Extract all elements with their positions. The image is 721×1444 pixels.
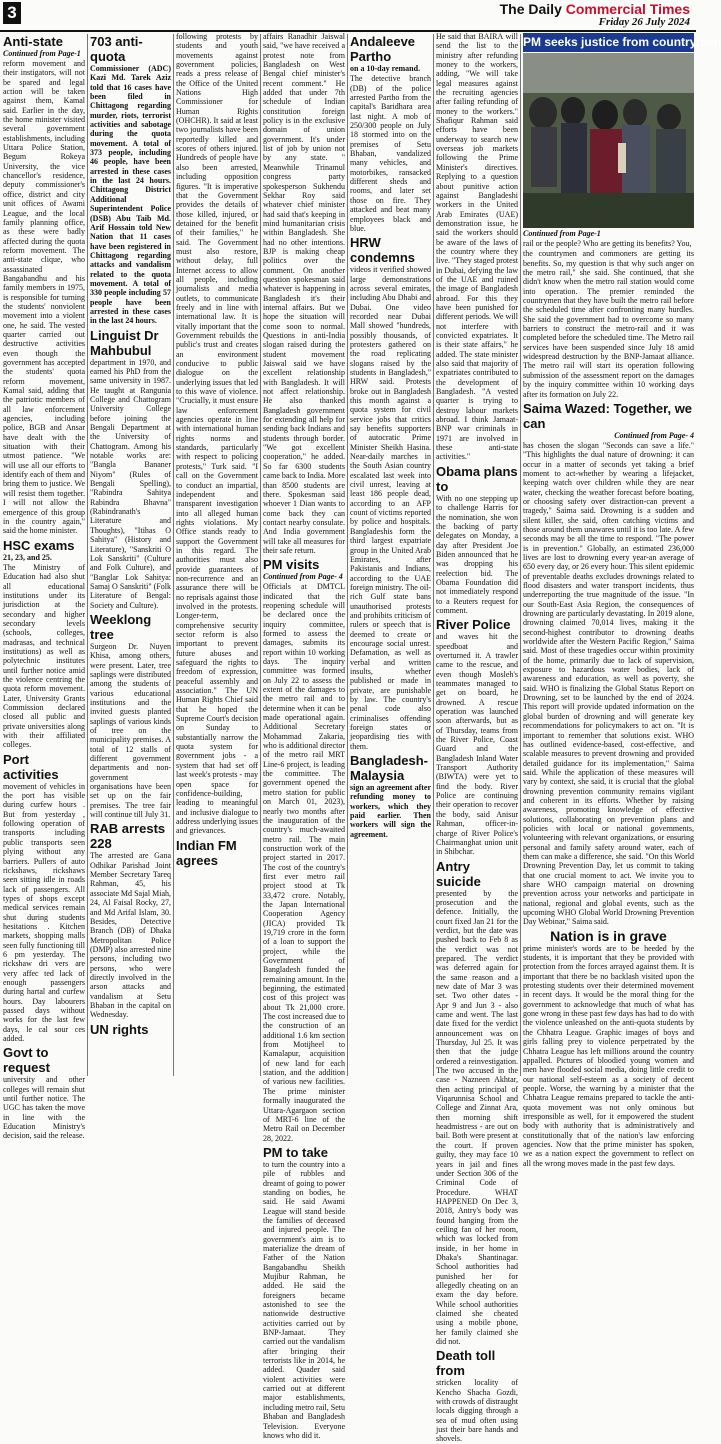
column-rule <box>260 34 261 1076</box>
headline-antry: Antry suicide <box>436 858 481 889</box>
article-body-andaleeve: The detective branch (DB) of the police arrested Partho from the capital's Baridhara area last night. A mob of 250/300 people on July 18 stormed into on the premises of Setu Bhaban, vandalized many vehicles, and motorbikes, ransacked different sheds and rooms, and later set those on fire. They attacked and beat many employees black and blue. <box>350 74 431 233</box>
headline-indian-fm: Indian FM agrees <box>176 837 237 868</box>
headline-saima: Saima Wazed: Together, we can <box>523 400 693 431</box>
article-body-antry: presented by the prosecution and the defence. Initially, the court fixed Jan 21 for the verdict, but the date was pushed back to Feb 8 as the verdict was not prepared. The verdict was deferred again for the same reason and a new date of Mar 3 was set. Two other dates - Apr 9 and Jun 3 - also came and went. The last date fixed for the verdict announcement was on Thursday, Jul 25. It was then that the judge ordered a reinvestigation. The two accused in the case - Nazneen Akhtar, then acting principal of Viqarunnisa School and College and Zinnat Ara, then morning shift headmistress - are out on bail. Both were present at the court. If proven guilty, they may face 10 years in jail and fines under Section 306 of the Criminal Code of Procedure. WHAT HAPPENED On Dec 3, 2018, Antry's body was found hanging from the ceiling fan of her room, which was locked from inside, in her home in Dhaka's Shantinagar. School authorities had punished her for allegedly cheating on an exam the day before. While school authorities claimed she cheated using a mobile phone, her family claimed she did not. <box>436 888 518 1347</box>
masthead <box>0 0 696 32</box>
article-body-pm-visits: Officials at DMTCL indicated that the reopening schedule will be declared once the inquiry committee, formed to assess the damages, submits its report within 10 working days. The inquiry committee was formed on July 22 to assess the extent of the damages to the metro rail and to determine when it can be made operational again. Additional Secretary Mohammad Zakaria, who is additional director of the metro rail MRT Line-6 project, is leading the committee. The government opened the metro station for public on March 01, 2023), nearly two months after the inauguration of the country's much-awaited metro rail. The main construction work of the project started in 2017. The cost of the country's first ever metro rail project stood at Tk 33,472 crore. Notably, the Japan International Cooperation Agency (JICA) provided Tk 19,719 crore in the form of a loan to support the project, while the Government of Bangladesh funded the remaining amount. In the beginning, the estimated cost of this project was about Tk 21,000 crore. The cost increased due to the construction of an additional 1.6 km section from Motijheel to Kamalapur, acquisition of new land for each station, and the addition of various new facilities. The prime minister formally inaugurated the Uttara-Agargaon section of MRT-6 line of the Metro Rail on December 28, 2022. <box>263 582 345 1143</box>
news-photo <box>523 53 694 228</box>
column-3 <box>176 32 258 1078</box>
continued-line: Continued from Page- 4 <box>263 572 343 582</box>
article-body-linguist: department in 1970, and earned his PhD from the same university in 1987. He taught at Rangunia College and Chattogram University College before joining the Bengali Department at the University of Chattogram. Among his notable works are: "Bangla Bananer Niyom" (Rules of Bengali Spelling), "Rabindra Sahitya Rabindra Bhavna" (Rabindranath's Literature and Thoughts), "Itihas O Sahitya" (History and Literature), "Sanskriti O Lok Sanskriti" (Culture and Folk Culture), and "Banglar Lok Sahitya: Samaj O Sanskriti" (Folk Literature of Bengal: Society and Culture). <box>90 357 171 610</box>
column-rule <box>433 34 434 1076</box>
continued-line: Continued from Page-1 <box>523 229 601 238</box>
column-right <box>523 229 694 1168</box>
column-4 <box>263 32 345 1440</box>
article-body-obama: With no one stepping up to challenge Harris for the nomination, she won the backing of party delegates on Monday, a day after President Joe Biden announced that he was dropping his reelection bid. The Obama Foundation did not immediately respond to a Reuters request for comment. <box>436 493 518 615</box>
headline-govt-request: Govt to request <box>3 1045 50 1076</box>
article-body-river: and waves hit the speedboat and overturned it. A trawler came to the rescue, and even though Mosleh's teammates managed to get on board, he drowned. A rescue operation was launched soon afterwards, but as of Thursday, teams from the River Police, Coast Guard and the Bangladesh Inland Water Transport Authority (BIWTA) were yet to find the body. River Police are continuing their operation to recover the body, said Anisur Rahman, officer-in-charge of River Police's Chairmanghat union unit in Shibchar. <box>436 632 518 857</box>
headline-bd-malaysia: Bangladesh-Malaysia <box>350 753 429 784</box>
headline-nation-grave: Nation is in grave <box>550 927 667 944</box>
subhead-andaleeve: on a 10-day remand. <box>350 64 421 73</box>
headline-rab: RAB arrests 228 <box>90 821 166 852</box>
article-body-pm-to-take: to turn the country into a pile of rubbles and dreamt of going to power standing on bodies, he said. He said Awami League will stand beside the families of deceased and injured people. The government's aim is to materialize the dream of Father of the Nation Bangabandhu Sheikh Mujibur Rahman, he added. He said the foreigners became astonished to see the nationwide destructive activities carried out by BNP-Jamaat. They carried out the vandalism after bringing their terrorists like in 2014, he added. Quader said violent activities were carried out at different major establishments, including metro rail, Setu Bhaban and Bangladesh Television. Everyone knows who did it. <box>263 1159 345 1440</box>
headline-anti-state: Anti-state <box>3 34 63 49</box>
column-rule <box>87 34 88 1076</box>
article-body-indian-fm: affairs Ranadhir Jaiswal said, "we have received a protest note from Bangladesh on West Bengal chief minister's recent comment." He added that under 7th schedule of Indian constitution foreign policy is in the exclusive domain of union government. It's under list of job by union not by any state. " Meanwhile Trinamul congress party spokesperson Sukhendu Sekhar Roy said whatever chief minister had said that's keeping in mind humanitarian crisis within Bangladesh. She had no other intentions. BJP is making cheap politics over the comment. On another question spokesman said whatever is happening in Bangladesh it's their internal affairs. But we hope the situation will come soon to normal. Questions in anti-India slogan raised during the student movement Jaiswal said we have excellent relationship with Bangladesh. It will not affect relationship. He also thanked Bangladesh government for extending all help for sending back Indians and students through border. "We got excellent cooperation," he added. So far 6300 students came back to India. More than 8500 students are there. Spokesman said whoever 1 Dian wants to come back they can contact nearby consulate. And India government will take all measures for their safe return. <box>263 32 345 555</box>
article-body-saima: has chosen the slogan "Seconds can save a life." "This highlights the dual nature of drowning: it can occur in a matter of seconds yet taking a brief moment to act-whether by wearing a lifejacket, keeping watch over children while they are near water, checking the weather forecast before boating, or choosing safety over distraction-can prevent a tragedy," Saima said. Drowning is a sudden and silent killer, she said, often catching victims and those around them unawares until it is too late. A few seconds may be all the time to respond. "The power is in prevention." Globally, an estimated 236,000 lives are lost to drowning every year-an average of 650 every day, or 26 every hour. This silent epidemic of preventable deaths excludes drownings related to flood disasters and water transport incidents, thus underreporting the true magnitude of the issue. "In our South-East Asia Region, the consequences of drowning are particularly devastating. In 2019 alone, drowning claimed 70,014 lives, making it the second-highest contributor to drowning deaths worldwide after the Western Pacific Region," Saima said. Most of these tragedies occur within proximity of the home, primarily due to lack of supervision, exposure to hazardous water bodies, lack of awareness and education, as well as poverty, she said. WHO is finalizing the Global Status Report on Drowning, set to be launched by the end of 2024. This report will provide updated information on the global burden of drowning and will generate key recommendations for policymakers to act on. "It is important to remember that solutions exist. WHO has outlined evidence-based, cost-effective, and scalable measures to prevent drowning and provided detailed guidance for its implementation," Saima said. While the application of these measures will vary by context, she said, it is crucial that the global drowning prevention community remains vigilant and coherent in its efforts. Whether by raising awareness, promoting knowledge of effective solutions, collaborating on prevention plans and policies with local or national governments, volunteering with relevant organizations, or ensuring personal and family safety around water, each of them can make a difference, she said. "On this World Drowning Prevention Day, let us commit to taking that one crucial moment to act. We invite you to share WHO campaign material on drowning prevention across your networks and participate in national, regional and global events, such as the upcoming WHO Global World Drowning Prevention Day Webinar," Saima said. <box>523 440 694 927</box>
newspaper-brand <box>500 1 690 17</box>
headline-cases: 703 anti-quota <box>90 34 143 64</box>
article-body-hrw: videos it verified showed large demonstrations across several emirates, including Abu Dhabi and Dubai. One video recorded near Dubai Mall showed "hundreds, possibly thousands, of protesters gathered on the road replicating slogans raised by the students in Bangladesh," HRW said. Protests broke out in Bangladesh this month against a quota system for civil service jobs that critics say benefits supporters of autocratic Prime Minister Sheikh Hasina. Near-daily marches in the South Asian country escalated last week into civil unrest, leaving at least 186 people dead, according to an AFP count of victims reported by police and hospitals. Bangladeshis form the third largest expatriate group in the United Arab Emirates, after Pakistanis and Indians, according to the UAE foreign ministry. The oil-rich Gulf state bans unauthorised protests and prohibits criticism of rulers or speech that is deemed to create or encourage social unrest. Defamation, as well as verbal and written insults, whether published or made in private, are punishable by law. The country's penal code also criminalises offending foreign states or jeopardising ties with them. <box>350 265 431 751</box>
article-body-death-toll: stricken locality of Kencho Shacha Gozdi, with crowds of distraught locals digging through a sea of mud often using just their bare hands and shovels. <box>436 1378 518 1444</box>
headline-obama: Obama plans to <box>436 463 518 494</box>
article-body-port: movement of vehicles in the port has visible during curfew hours . But from yesterday , following operation of transports including public transports seen plying without any barriers. Pullers of auto rickshaws, rickshaws seen sitting idle in roads lack of passengers. All types of shops except medical services remain shut during students hesitations . Kitchen markets, shopping malls seen fully functioning till 6 pm yesterday. The rickshaw dri vers are very affec ted lack of enough passengers during hartal and curfew hours. Day labourers passed days without works for the last few days, le cal sour ces added. <box>3 781 85 1044</box>
article-body-cases: Commissioner (ADC) Kazi Md. Tarek Aziz told that 16 cases have been filed in Chittagong regarding murder, riots, terrorist activities and sabotage during the quota movement. A total of 373 people, including 46 people, have been arrested in these cases in the last 24 hours. Chittagong District Additional Superintendent Police (DSB) Abu Taib Md. Arif Hossain told New Nation that 11 cases have been registered in Chittagong regarding attacks and vandalism related to the quota movement. A total of 330 people including 57 people have been arrested in these cases in the last 24 hours. <box>90 64 171 326</box>
continued-line: Continued from Page- 4 <box>614 430 694 440</box>
article-body-pm-justice: the countrymen and commoners are getting its benefits. So, my question is that why such anger on the metro rail," she said. She continued, that she didn't know when the metro rail station would come into operation. The premier reminded the countrymen that they have built the metro rail before the scheduled time after confronting many hurdles. She said the government had to overcome so many barriers to construct the metro-rail and it was completed before the scheduled time. The Metro rail services have been suspended since July 18 amid widespread destruction by the BNP-Jamaat alliance. The metro rail will start its operation following submission of the assessment report on the damages by the inquiry committee within 10 working days after its formation on July 22. <box>523 249 694 399</box>
article-body-hsc: The Ministry of Education had also shut all educational institutions under its jurisdiction at the secondary and higher secondary levels (schools, colleges, madrasas, and technical institutions) as well as polytechnic institutes until further notice amid the violence centring the quota reform movement. Later, University Grants Commission declared closed all public and private universities along with their affiliated colleges. <box>3 562 85 750</box>
headline-pm-to-take: PM to take <box>263 1144 329 1160</box>
article-body-anti-state: reform movement and their instigators, will not be spared and legal action will be taken against them, Kamal said. Earlier in the day, the home minister visited several government establishments, including Uttara Police Station, Begum Rokeya University, the vice chancellor's residence, deputy commissioner's office, district and city unit offices of Awami League, and the local family planning office, as these were badly affected during the quota reform movement. The anti-state clique, who assassinated Bangabandhu and his family members in 1975, is responsible for turning the students' nonviolent movement into a violent one, he said. The vested quarter carried out destructive activities even though the government has accepted the students' quota reform movement, Kamal said, adding that the patriotic members of all law enforcement agencies, including police, BGB and Ansar have dealt with the situation with their utmost patience. "We will use all our efforts to identify each of them and bring them to justice. We will resist them together. I will not allow the emergence of this group in the country again," said the home minister. <box>3 59 85 536</box>
article-body-govt-request: university and other colleges will remain shut until further notice. The UGC has taken the move in line with the Education Ministry's decision, said the release. <box>3 1075 85 1141</box>
headline-river: River Police <box>436 617 511 633</box>
page-number: 3 <box>3 2 21 24</box>
article-body-bd-malaysia: He said that BAIRA will send the list to the ministry after refunding money to the workers, adding, "We will take legal measures against the recruiting agencies after failing refunding of money to the workers." Shafiqur Rahman said efforts have been underway to search new overseas job markets following the Prime Minister's directives. Replying to a question about punitive action against Bangladeshi workers in the United Arab Emirates (UAE) demonstration issue, he said the workers should be aware of the laws of the country where they live. "They staged protest in Dubai, defying the law of the UAE and ruined the image of Bangladesh abroad. For this they have been punished for different periods. We will not interfere with convicted expatriates. It is their state affairs," he added. The state minister also said that majority of expatriates contributed to the development of Bangladesh. "A vested quarter is trying to destroy labour markets abroad. I think Jamaat-BNP war criminals in 1971 are involved in these anti-state activities." <box>436 32 518 462</box>
headline-death-toll: Death toll from <box>436 1348 496 1379</box>
headline-pm-visits: PM visits <box>263 557 320 573</box>
headline-un-rights: UN rights <box>90 1021 149 1037</box>
column-1 <box>3 32 85 1141</box>
lead-headline-banner: PM seeks justice from countrymen <box>523 33 694 52</box>
brand-prefix: The Daily <box>499 1 562 17</box>
continued-line: 21, 23, and 25. <box>3 552 52 562</box>
article-body-rab: The arrested are Gana Odhikar Parishad Joint Member Secretary Tareq Rahman, 45, his associate Md Sajal Miah, 24, Al Faisal Rocky, 27, and Md Arifal Islam, 30. Besides, Detective Branch (DB) of Dhaka Metropolitan Police (DMP) also arrested nine persons, including two persons, who were directly involved in the arson attacks and vandalism at Setu Bhaban in the capital on Wednesday. <box>90 851 171 1020</box>
subhead-bd-malaysia: sign an agreement after refunding money to workers, which they paid earlier. Then workers will sign the agreement. <box>350 783 431 839</box>
continued-line: Continued from Page-1 <box>3 49 81 58</box>
headline-port: Port activities <box>3 751 59 782</box>
headline-linguist: Linguist Dr Mahbubul <box>90 327 159 358</box>
photo-pm-visit-metro <box>523 53 694 228</box>
article-intro-pm-justice: rail or the people? Who are getting its benefits? You, <box>523 239 692 248</box>
column-rule <box>520 34 521 1076</box>
headline-hsc: HSC exams <box>3 537 75 553</box>
column-6 <box>436 32 518 1444</box>
article-body-un-rights: following protests by students and youth movements against government policies, reads a press release of the Office of the United Nations High Commissioner for Human Rights (OHCHR). It said at least two journalists have been reportedly killed and scores of others injured. Hundreds of people have also been arrested, including opposition figures. "It is imperative that the Government provides the details of those killed, injured, or detained for the benefit of their families," he said. The Government must also restore, without delay, full Internet access to allow all people, including journalists and media outlets, to communicate freely and in line with international law. It is vitally important that the Government rebuilds the public's trust and creates an environment conducive to public dialogue on the underlying issues that led to this wave of violence. "Crucially, it must ensure law enforcement agencies operate in line with international human rights norms and standards, particularly with respect to policing protests," Turk said. "I call on the Government to conduct an impartial, independent and transparent investigation into all alleged human rights violations. My Office stands ready to support the Government in this regard. The authorities must also provide guarantees of non-recurrence and an assurance there will be no reprisals against those involved in the protests. Longer-term, comprehensive security sector reform is also important to prevent future abuses and safeguard the rights to freedom of expression, peaceful assembly and association." The UN Human Rights Chief said that he hoped the Supreme Court's decision on Sunday to substantially narrow the quota system for government jobs - a system that had set off last week's protests - may open space for confidence-building, leading to meaningful and inclusive dialogue to address underlying issues and grievances. <box>176 32 258 836</box>
column-rule <box>173 34 174 1076</box>
column-rule <box>347 34 348 1076</box>
brand-name: Commercial Times <box>565 1 690 17</box>
column-2 <box>90 32 171 1078</box>
headline-hrw: HRW condemns <box>350 235 416 266</box>
article-body-nation-grave: prime minister's words are to be heeded by the students, it is important that they be provided with protection from the forces arrayed against them. It is important that there be no backlash visited upon the protesting students over their determined movement in recent days. It would be the moral thing for the government to acknowledge that much of what has gone wrong in these past few days has had to do with the violence unleashed on the anti-quota students by the Chhatra League. Graphic images of boys and girls falling prey to violence perpetrated by the Chhatra League has left millions around the country appalled. Pictures of bloodied young women and men have flooded social media, doing little credit to our national self-esteem as a society of decent people. Worse, the warning by a minister that the Chhatra League remains prepared to tackle the anti-quota movement was not only ominous but irresponsible as well, for it empowered the student body with authority that is administratively and constitutionally that of the nation's law enforcing agencies. Now that the prime minister has spoken, we as a nation expect the government to reflect on all the wrong moves made in the past few days. <box>523 943 694 1168</box>
column-5 <box>350 32 431 1078</box>
headline-andaleeve: Andaleeve Partho <box>350 34 416 64</box>
article-body-weeklong: Surgeon Dr. Nuyen Khisa, among others, were present. Later, tree saplings were distributed among the students of various educational institutions and the invited guests planted saplings of various kinds of tree on the municipality premises. A total of 12 stalls of different government departments and non-government organisations have been set up on the fair premises. The tree fair will continue till July 31. <box>90 641 171 820</box>
headline-weeklong: Weeklong tree <box>90 611 152 642</box>
issue-date: Friday 26 July 2024 <box>598 16 690 28</box>
